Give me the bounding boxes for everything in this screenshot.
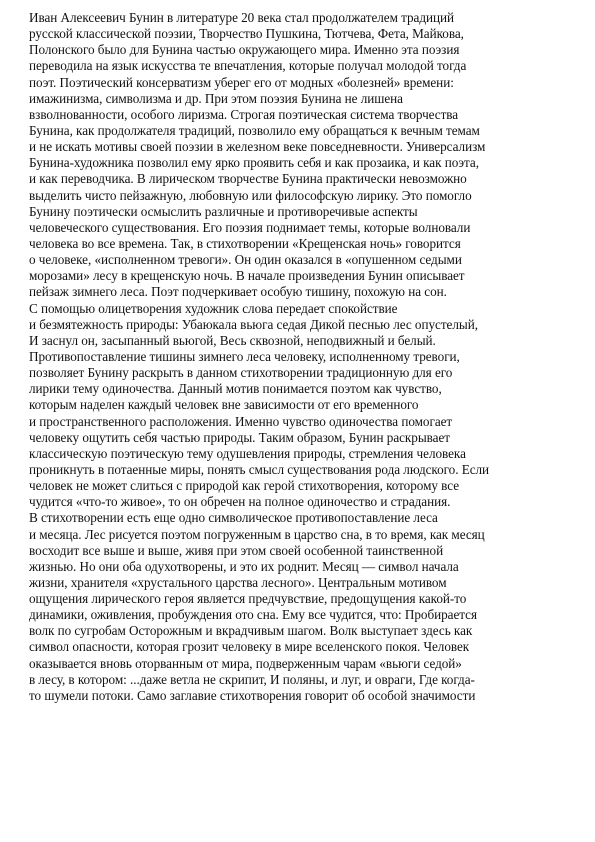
text-line: о человеке, «исполненном тревоги». Он один оказался в «опушенном седыми xyxy=(29,252,462,268)
text-line: и не искать мотивы своей поэзии в железном веке повседневности. Универсализм xyxy=(29,139,486,155)
text-line: пейзаж зимнего леса. Поэт подчеркивает особую тишину, похожую на сон. xyxy=(29,284,447,300)
text-line: человеческого существования. Его поэзия поднимает темы, которые волновали xyxy=(29,219,471,235)
text-line: ощущения лирического героя является предчувствие, предощущения какой-то xyxy=(29,591,467,607)
text-line: Бунину поэтически осмыслить различные и противоречивые аспекты xyxy=(29,203,418,219)
text-line: позволяет Бунину раскрыть в данном стихотворении традиционную для его xyxy=(29,365,453,381)
text-line: имажинизма, символизма и др. При этом поэзия Бунина не лишена xyxy=(29,90,403,106)
text-line: в лесу, в котором: ...даже ветла не скрипит, И поляны, и луг, и овраги, Где когда- xyxy=(29,671,475,687)
text-line: Бунина-художника позволил ему ярко проявить себя и как прозаика, и как поэта, xyxy=(29,155,479,171)
text-line: человеку ощутить себя частью природы. Таким образом, Бунин раскрывает xyxy=(29,429,450,445)
text-line: волк по сугробам Осторожным и вкрадчивым шагом. Волк выступает здесь как xyxy=(29,623,473,639)
text-line: Противопоставление тишины зимнего леса человеку, исполненному тревоги, xyxy=(29,348,460,364)
text-line: выделить чисто пейзажную, любовную или философскую лирику. Это помогло xyxy=(29,187,472,203)
text-line: Полонского было для Бунина частью окружающего мира. Именно эта поэзия xyxy=(29,42,460,58)
text-line: морозами» лесу в крещенскую ночь. В начале произведения Бунин описывает xyxy=(29,268,465,284)
text-line: взволнованности, особого лиризма. Строгая поэтическая система творчества xyxy=(29,106,459,122)
text-line: жизни, хранителя «хрустального царства лесного». Центральным мотивом xyxy=(29,574,447,590)
text-line: человека во все времена. Так, в стихотворении «Крещенская ночь» говорится xyxy=(29,235,461,251)
text-line: Иван Алексеевич Бунин в литературе 20 века стал продолжателем традиций xyxy=(29,10,455,25)
text-line: Бунина, как продолжателя традиций, позволило ему обращаться к вечным темам xyxy=(29,122,480,138)
text-line: лирики тему одиночества. Данный мотив понимается поэтом как чувство, xyxy=(29,381,442,397)
text-line: символ опасности, которая грозит человеку в мире вселенского покоя. Человек xyxy=(29,639,470,655)
text-line: человек не может слиться с природой как герой стихотворения, которому все xyxy=(29,478,460,494)
text-line: и пространственного расположения. Именно чувство одиночества помогает xyxy=(29,413,453,429)
text-line: и безмятежность природы: Убаюкала вьюга седая Дикой песнью лес опустелый, xyxy=(29,316,478,332)
text-line: переводила на язык искусства те впечатления, которые получал молодой тогда xyxy=(29,58,467,74)
text-line: жизнью. Но они оба одухотворены, и это их роднит. Месяц — символ начала xyxy=(29,558,459,574)
text-line: и месяца. Лес рисуется поэтом погруженным в царство сна, в то время, как месяц xyxy=(29,526,485,542)
text-line: И заснул он, засыпанный вьюгой, Весь сквозной, неподвижный и белый. xyxy=(29,332,436,348)
text-line: чудится «что-то живое», то он обречен на полное одиночество и страдания. xyxy=(29,494,451,510)
article-text xyxy=(29,10,569,704)
text-line: восходит все выше и выше, живя при этом своей особенной таинственной xyxy=(29,542,444,558)
text-line: динамики, оживления, пробуждения ото сна. Ему все чудится, что: Пробирается xyxy=(29,607,477,623)
text-line: В стихотворении есть еще одно символическое противопоставление леса xyxy=(29,510,438,526)
text-line: которым наделен каждый человек вне зависимости от его временного xyxy=(29,397,419,413)
text-line: русской классической поэзии, Творчество Пушкина, Тютчева, Фета, Майкова, xyxy=(29,26,464,42)
text-line: классическую поэтическую тему одушевления природы, стремления человека xyxy=(29,445,466,461)
text-line: С помощью олицетворения художник слова передает спокойствие xyxy=(29,300,398,316)
text-line: проникнуть в потаенные миры, понять смысл существования рода людского. Если xyxy=(29,461,490,477)
text-line: оказывается вновь оторванным от мира, подверженным чарам «вьюги седой» xyxy=(29,655,462,671)
text-line: и как переводчика. В лирическом творчестве Бунина практически невозможно xyxy=(29,171,467,187)
text-line: то шумели потоки. Само заглавие стихотворения говорит об особой значимости xyxy=(29,687,476,703)
text-line: поэт. Поэтический консерватизм уберег его от модных «болезней» времени: xyxy=(29,74,454,90)
